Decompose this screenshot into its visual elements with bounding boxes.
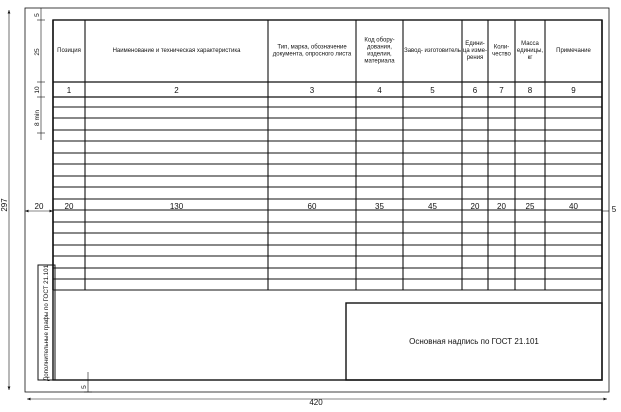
column-numbers	[67, 86, 577, 95]
column-header: Коли-чество	[492, 44, 511, 58]
column-header: Тип, марка, обозначение документа, опросного листа	[272, 44, 352, 58]
column-width-label: 25	[525, 202, 535, 211]
column-header: Наименование и техническая характеристика	[112, 48, 241, 54]
column-number: 4	[377, 86, 382, 95]
column-width-label: 20	[470, 202, 480, 211]
column-number: 3	[309, 86, 315, 95]
column-width-label: 35	[375, 202, 384, 211]
column-width-label: 130	[169, 202, 184, 211]
column-header: Позиция	[57, 48, 81, 54]
column-number: 7	[499, 86, 504, 95]
table-grid	[53, 20, 602, 290]
column-header: Масса единицы, кг	[516, 41, 544, 61]
right-margin-label: 5	[611, 205, 617, 214]
column-number: 9	[571, 86, 576, 95]
sheet-outer-border	[25, 8, 609, 392]
column-width-label: 20	[64, 202, 74, 211]
column-number: 2	[174, 86, 179, 95]
sheet-width-label: 420	[309, 398, 323, 407]
column-number: 6	[472, 86, 478, 95]
sheet-height-label: 297	[0, 198, 9, 212]
column-header: Примечание	[556, 48, 591, 54]
column-number: 8	[527, 86, 533, 95]
column-header: Завод- изготовитель	[404, 48, 461, 54]
drawing-frame	[53, 20, 602, 380]
number-row-height-label: 10	[34, 86, 41, 94]
column-headers	[57, 38, 591, 65]
extra-columns-label: Дополнительные графы по ГОСТ 21.101	[43, 264, 50, 382]
column-header: Едини-ца изме-рения	[462, 41, 488, 61]
column-width-label: 60	[307, 202, 317, 211]
column-number: 5	[430, 86, 435, 95]
title-block-label: Основная надпись по ГОСТ 21.101	[409, 337, 539, 346]
column-number: 1	[66, 86, 72, 95]
row-min-label: 8 min	[34, 110, 41, 126]
column-width-label: 20	[497, 202, 506, 211]
column-width-label: 40	[569, 202, 578, 211]
column-header: Код обору-дования, изделия, материала	[364, 37, 395, 65]
bottom-margin-label: 5	[81, 385, 88, 389]
column-width-label: 45	[428, 202, 437, 211]
top-margin-label: 5	[34, 13, 41, 17]
left-margin-label: 20	[34, 202, 44, 211]
header-height-label: 25	[34, 48, 41, 56]
